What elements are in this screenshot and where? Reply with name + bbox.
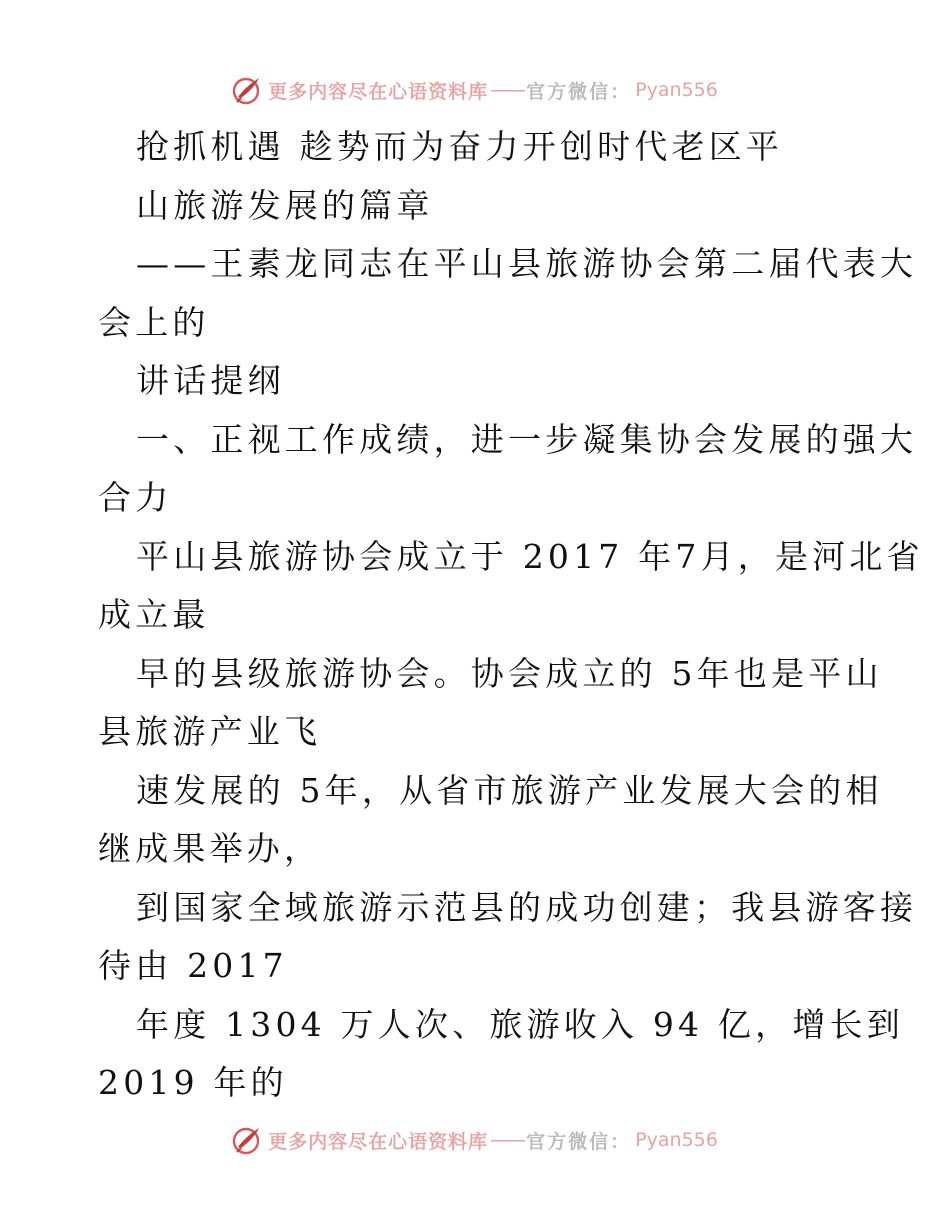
paragraph-line: 成立最 xyxy=(98,595,210,634)
paragraph-line: 2019 年的 xyxy=(98,1063,288,1102)
title-line: 抢抓机遇 趁势而为奋力开创时代老区平 xyxy=(136,127,784,166)
paragraph-line: 继成果举办， xyxy=(98,829,322,868)
section-heading-line: 一、正视工作成绩，进一步凝集协会发展的强大 xyxy=(136,419,918,459)
paragraph-line: 到国家全域旅游示范县的成功创建；我县游客接 xyxy=(136,887,918,927)
header-watermark xyxy=(0,70,950,110)
paragraph-line: 年度 1304 万人次、旅游收入 94 亿，增长到 xyxy=(136,1004,904,1044)
subtitle-line: 会上的 xyxy=(98,302,210,342)
subtitle-line: 讲话提纲 xyxy=(136,361,285,400)
watermark-dash: —— xyxy=(490,79,525,101)
watermark-label: 官方微信： xyxy=(526,1130,632,1153)
watermark-main-text: 更多内容尽在心语资料库 xyxy=(268,1130,489,1153)
paragraph-line: 速发展的 5年，从省市旅游产业发展大会的相 xyxy=(136,770,883,810)
quill-pen-icon xyxy=(232,75,262,105)
watermark-id: Pyan556 xyxy=(635,79,718,101)
section-heading-line: 合力 xyxy=(98,478,173,517)
paragraph-line: 早的县级旅游协会。协会成立的 5年也是平山 xyxy=(136,653,883,693)
paragraph-line: 平山县旅游协会成立于 2017 年7月，是河北省 xyxy=(136,536,924,576)
watermark-label: 官方微信： xyxy=(526,80,632,103)
quill-pen-icon xyxy=(232,1125,262,1155)
title-line: 山旅游发展的篇章 xyxy=(136,185,434,225)
watermark-id: Pyan556 xyxy=(635,1129,718,1151)
footer-watermark xyxy=(0,1120,950,1160)
paragraph-line: 待由 2017 xyxy=(98,946,288,985)
document-body xyxy=(98,118,924,1113)
watermark-dash: —— xyxy=(490,1129,525,1151)
paragraph-line: 县旅游产业飞 xyxy=(98,712,322,751)
subtitle-line: ——王素龙同志在平山县旅游协会第二届代表大 xyxy=(136,244,918,283)
watermark-main-text: 更多内容尽在心语资料库 xyxy=(268,80,489,103)
